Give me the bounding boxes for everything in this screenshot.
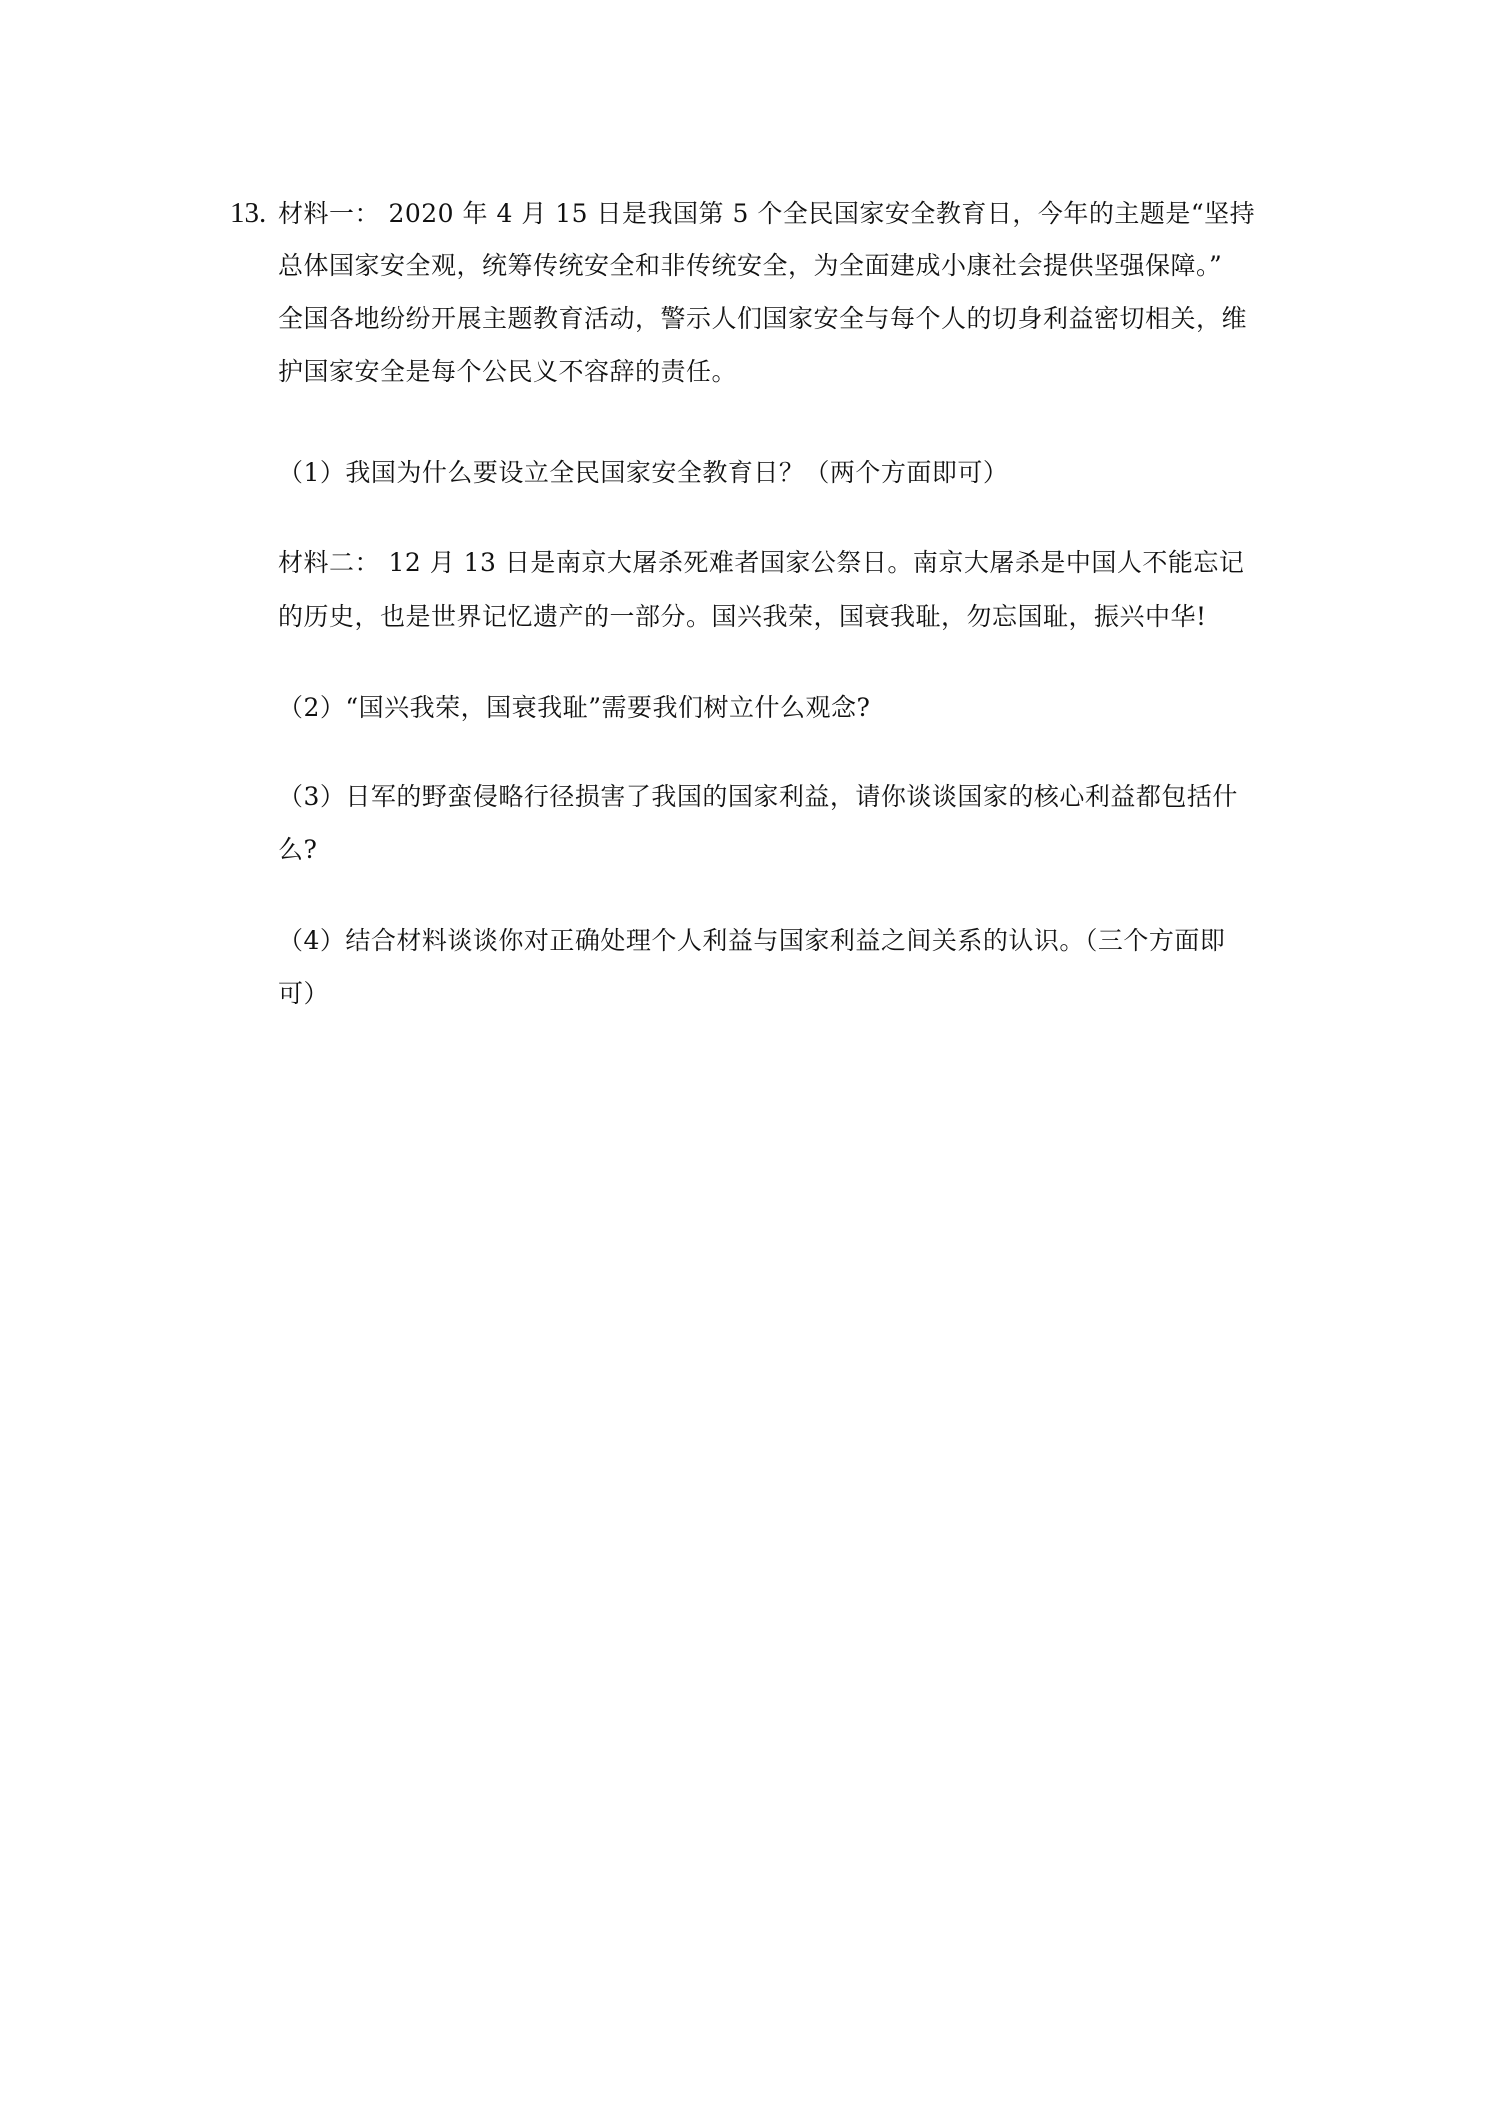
sub-question-3-line-2: 么? <box>278 835 318 864</box>
material-1-line-3: 全国各地纷纷开展主题教育活动，警示人们国家安全与每个人的切身利益密切相关，维 <box>278 304 1248 333</box>
sub-question-4-line-2: 可） <box>278 979 330 1008</box>
sub-question-1: （1）我国为什么要设立全民国家安全教育日？（两个方面即可） <box>278 458 1009 487</box>
sub-question-3-line-1: （3）日军的野蛮侵略行径损害了我国的国家利益，请你谈谈国家的核心利益都包括什 <box>278 782 1238 811</box>
material-2-line-2: 的历史，也是世界记忆遗产的一部分。国兴我荣，国衰我耻，勿忘国耻，振兴中华! <box>278 602 1207 631</box>
question-number: 13. <box>230 197 267 229</box>
sub-question-4-line-1: （4）结合材料谈谈你对正确处理个人利益与国家利益之间关系的认识。（三个方面即 <box>278 926 1226 955</box>
material-1-line-2: 总体国家安全观，统筹传统安全和非传统安全，为全面建成小康社会提供坚强保障。” <box>278 251 1223 280</box>
sub-question-2: （2）“国兴我荣，国衰我耻”需要我们树立什么观念? <box>278 693 871 722</box>
material-1-line-1: 材料一： 2020 年 4 月 15 日是我国第 5 个全民国家安全教育日，今年的主题是“坚持 <box>278 199 1256 228</box>
material-1-line-4: 护国家安全是每个公民义不容辞的责任。 <box>278 357 738 386</box>
material-2-line-1: 材料二： 12 月 13 日是南京大屠杀死难者国家公祭日。南京大屠杀是中国人不能忘记 <box>278 548 1245 577</box>
